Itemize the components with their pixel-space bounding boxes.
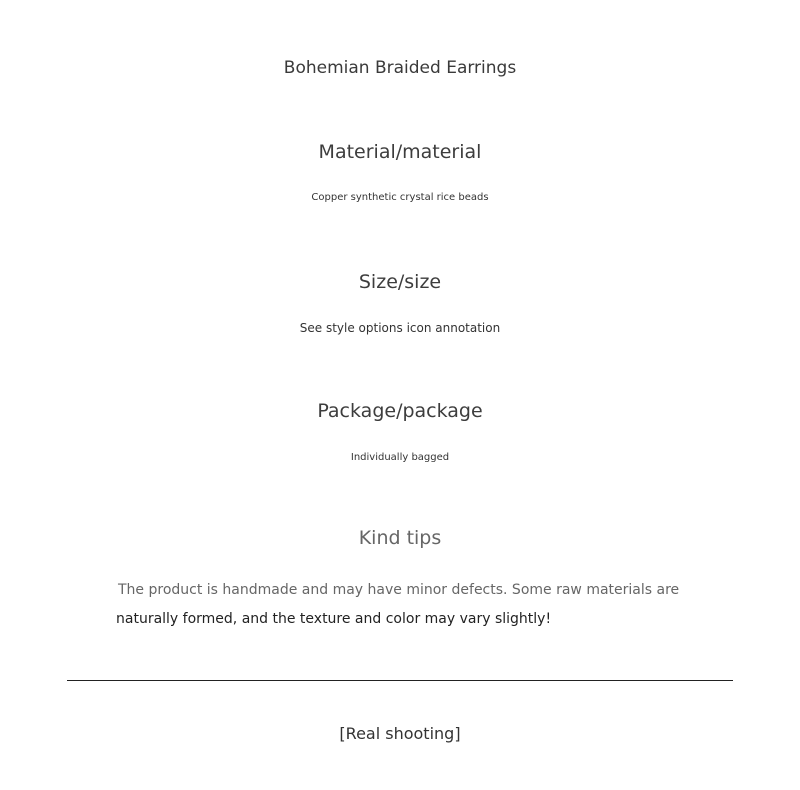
section-divider bbox=[67, 680, 733, 681]
product-title: Bohemian Braided Earrings bbox=[283, 58, 517, 78]
material-heading: Material/material bbox=[318, 141, 482, 163]
material-value: Copper synthetic crystal rice beads bbox=[311, 192, 489, 203]
size-heading: Size/size bbox=[358, 271, 442, 293]
package-heading: Package/package bbox=[317, 400, 483, 422]
tips-heading: Kind tips bbox=[358, 527, 442, 549]
tips-line-1: The product is handmade and may have minor defects. Some raw materials are bbox=[118, 582, 680, 598]
tips-line-2: naturally formed, and the texture and color may vary slightly! bbox=[116, 611, 552, 627]
package-value: Individually bagged bbox=[350, 452, 450, 463]
real-shooting-label: [Real shooting] bbox=[339, 724, 461, 743]
size-value: See style options icon annotation bbox=[299, 321, 501, 335]
tips-body bbox=[116, 576, 696, 634]
